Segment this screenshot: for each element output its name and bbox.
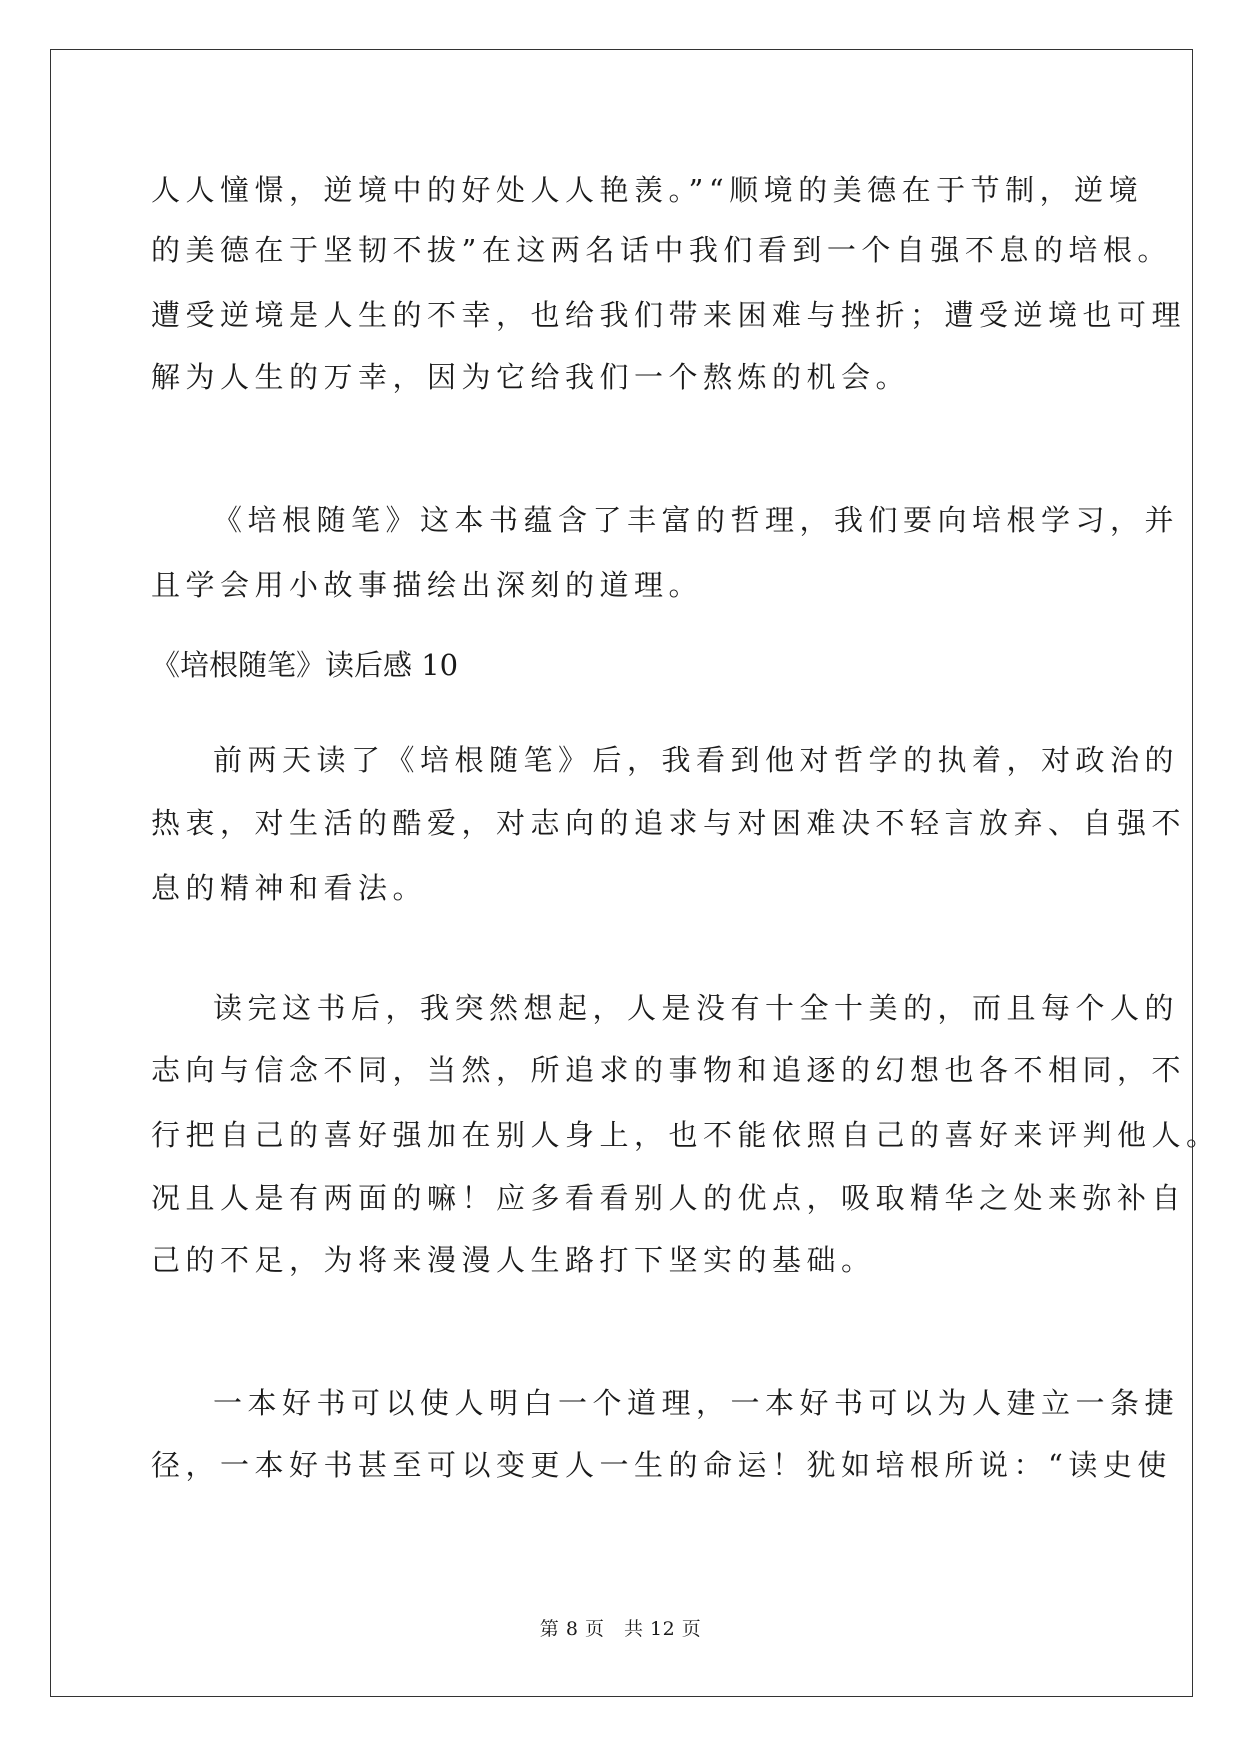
body-text-line: 解为人生的万幸，因为它给我们一个熬炼的机会。 bbox=[151, 360, 911, 394]
paragraph-first-line: 读完这书后，我突然想起，人是没有十全十美的，而且每个人的 bbox=[213, 991, 1180, 1025]
body-text-line: 己的不足，为将来漫漫人生路打下坚实的基础。 bbox=[151, 1243, 876, 1277]
body-text-line: 径，一本好书甚至可以变更人一生的命运！犹如培根所说：“读史使 bbox=[151, 1448, 1172, 1482]
body-text-line: 热衷，对生活的酷爱，对志向的追求与对困难决不轻言放弃、自强不 bbox=[151, 806, 1187, 840]
body-text-line: 的美德在于坚韧不拔”在这两名话中我们看到一个自强不息的培根。 bbox=[151, 233, 1172, 267]
paragraph-first-line: 一本好书可以使人明白一个道理，一本好书可以为人建立一条捷 bbox=[213, 1386, 1180, 1420]
body-text-line: 遭受逆境是人生的不幸，也给我们带来困难与挫折；遭受逆境也可理 bbox=[151, 298, 1187, 332]
body-text-line: 志向与信念不同，当然，所追求的事物和追逐的幻想也各不相同，不 bbox=[151, 1053, 1187, 1087]
body-text-line: 息的精神和看法。 bbox=[151, 871, 428, 905]
body-text-line: 行把自己的喜好强加在别人身上，也不能依照自己的喜好来评判他人。 bbox=[151, 1118, 1221, 1152]
page-number-footer: 第 8 页 共 12 页 bbox=[539, 1618, 702, 1640]
paragraph-first-line: 前两天读了《培根随笔》后，我看到他对哲学的执着，对政治的 bbox=[213, 743, 1180, 777]
body-text-line: 况且人是有两面的嘛！应多看看别人的优点，吸取精华之处来弥补自 bbox=[151, 1181, 1187, 1215]
section-heading: 《培根随笔》读后感 10 bbox=[151, 648, 459, 682]
body-text-line: 人人憧憬，逆境中的好处人人艳羡。”“顺境的美德在于节制，逆境 bbox=[151, 173, 1144, 207]
body-text-line: 且学会用小故事描绘出深刻的道理。 bbox=[151, 568, 704, 602]
paragraph-first-line: 《培根随笔》这本书蕴含了丰富的哲理，我们要向培根学习，并 bbox=[213, 503, 1180, 537]
